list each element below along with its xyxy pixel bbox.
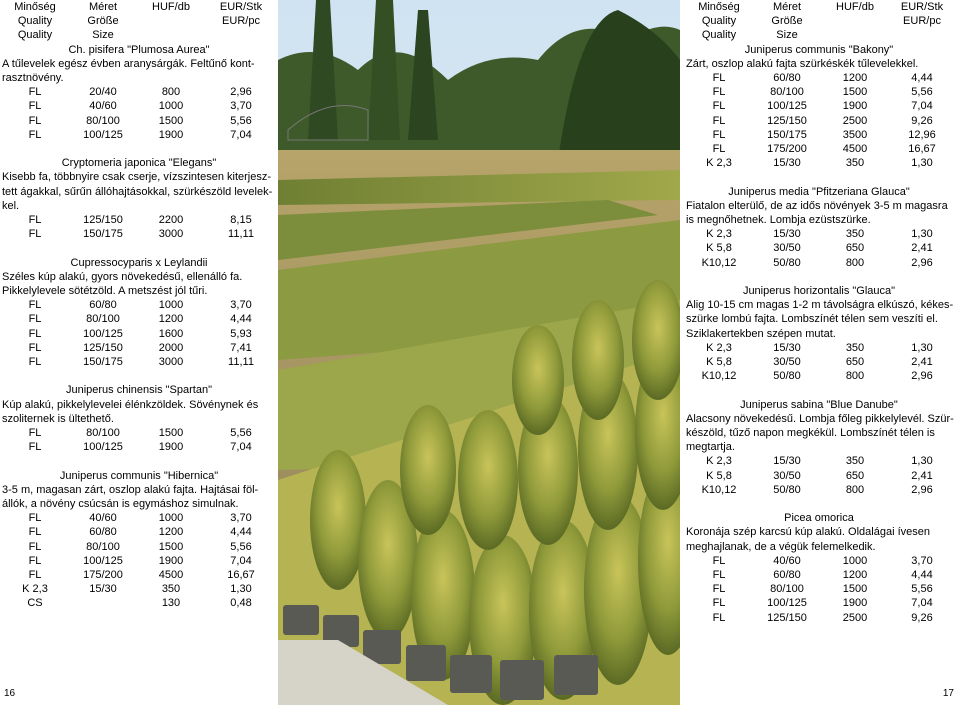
- price-cell: FL: [712, 86, 726, 99]
- page-number-right: 17: [942, 688, 954, 699]
- price-cell: 800: [845, 370, 865, 383]
- price-cell: 2500: [842, 611, 868, 624]
- price-cell: 12,96: [908, 128, 936, 141]
- price-cell: FL: [28, 526, 42, 539]
- price-cell: FL: [28, 128, 42, 141]
- price-cell: FL: [28, 569, 42, 582]
- price-cell: 1900: [158, 128, 184, 141]
- price-row: [0, 568, 278, 582]
- price-cell: K 2,3: [706, 341, 732, 354]
- product-description: Széles kúp alakú, gyors növekedésű, ellenálló fa.: [2, 270, 243, 283]
- price-cell: 20/40: [89, 86, 117, 99]
- price-cell: 1500: [842, 583, 868, 596]
- price-cell: 2,41: [911, 469, 933, 482]
- product-title: Juniperus horizontalis "Glauca": [742, 285, 896, 298]
- header-cell: [206, 28, 276, 42]
- price-cell: 9,26: [911, 611, 933, 624]
- price-row: [0, 298, 278, 312]
- price-cell: 800: [845, 256, 865, 269]
- price-cell: 7,41: [230, 341, 252, 354]
- price-cell: 7,04: [911, 597, 933, 610]
- price-cell: K10,12: [701, 256, 737, 269]
- price-cell: 2,96: [230, 86, 252, 99]
- price-cell: 5,56: [230, 114, 252, 127]
- price-cell: FL: [28, 341, 42, 354]
- price-cell: 4500: [158, 569, 184, 582]
- price-cell: 800: [161, 86, 181, 99]
- price-cell: FL: [28, 313, 42, 326]
- price-cell: 30/50: [773, 356, 801, 369]
- price-cell: 5,56: [911, 86, 933, 99]
- price-row: [0, 511, 278, 525]
- product-description: 3-5 m, magasan zárt, oszlop alakú fajta. Hajtásai föl-: [2, 483, 259, 496]
- price-cell: 80/100: [770, 583, 804, 596]
- price-cell: FL: [28, 214, 42, 227]
- price-row: [684, 99, 954, 113]
- product-section: [0, 256, 278, 370]
- price-cell: 650: [845, 356, 865, 369]
- price-row: [684, 454, 954, 468]
- price-row: [0, 85, 278, 99]
- price-cell: 30/50: [773, 242, 801, 255]
- header-cell: Quality: [701, 15, 737, 28]
- price-row: [0, 114, 278, 128]
- product-description: állók, a növény csúcsán is egymáshoz simulnak.: [2, 498, 239, 511]
- price-cell: [70, 596, 136, 610]
- header-cell: EUR/pc: [222, 15, 260, 28]
- price-cell: 1000: [158, 512, 184, 525]
- product-description: Fiatalon elterülő, de az idős növények 3-5 m magasra: [686, 199, 948, 212]
- product-description: tett ágakkal, sűrűn állóhajtásokkal, szürkészöld levelek-: [2, 185, 273, 198]
- price-cell: 60/80: [773, 72, 801, 85]
- product-section: [684, 43, 954, 171]
- price-row: [684, 341, 954, 355]
- right-column: [684, 0, 954, 625]
- price-cell: 1600: [158, 327, 184, 340]
- price-cell: 2,96: [911, 370, 933, 383]
- header-cell: Méret: [772, 1, 802, 13]
- price-cell: 15/30: [773, 228, 801, 241]
- header-cell: Quality: [17, 15, 53, 28]
- price-row: [684, 114, 954, 128]
- price-cell: 350: [845, 455, 865, 468]
- price-cell: 150/175: [83, 356, 123, 369]
- header-row: [684, 28, 954, 42]
- product-description: szoliternek is ültethető.: [2, 412, 114, 425]
- product-section: [684, 398, 954, 497]
- price-cell: 1,30: [911, 228, 933, 241]
- price-cell: 125/150: [83, 214, 123, 227]
- price-row: [0, 128, 278, 142]
- price-cell: 100/125: [83, 327, 123, 340]
- price-cell: 8,15: [230, 214, 252, 227]
- nursery-photo: [278, 0, 680, 705]
- price-cell: 2,96: [911, 256, 933, 269]
- price-cell: K10,12: [701, 483, 737, 496]
- price-cell: 1200: [158, 313, 184, 326]
- product-description: készöld, tűző napon megkékül. Lombszínét télen is: [686, 427, 935, 440]
- price-row: [684, 369, 954, 383]
- price-cell: 50/80: [773, 256, 801, 269]
- header-cell: [820, 14, 890, 28]
- price-cell: FL: [712, 128, 726, 141]
- price-cell: 80/100: [86, 114, 120, 127]
- price-cell: 350: [845, 228, 865, 241]
- price-cell: 3,70: [911, 554, 933, 567]
- price-cell: K10,12: [701, 370, 737, 383]
- product-description: Koronája szép karcsú kúp alakú. Oldalágai ívesen: [686, 526, 930, 539]
- price-cell: K 5,8: [706, 469, 732, 482]
- product-title: Juniperus media "Pfitzeriana Glauca": [728, 185, 910, 198]
- price-cell: FL: [712, 583, 726, 596]
- header-cell: HUF/db: [152, 1, 190, 13]
- price-cell: 30/50: [773, 469, 801, 482]
- header-cell: EUR/Stk: [219, 1, 263, 13]
- price-cell: 125/150: [767, 611, 807, 624]
- price-row: [684, 241, 954, 255]
- left-column: [0, 0, 278, 611]
- price-cell: 3,70: [230, 299, 252, 312]
- price-row: [0, 540, 278, 554]
- product-section: [684, 511, 954, 625]
- price-cell: 40/60: [773, 554, 801, 567]
- price-cell: 50/80: [773, 370, 801, 383]
- price-row: [684, 469, 954, 483]
- price-cell: 60/80: [89, 526, 117, 539]
- price-cell: FL: [712, 569, 726, 582]
- price-cell: FL: [28, 427, 42, 440]
- price-cell: 3000: [158, 356, 184, 369]
- price-cell: 3500: [842, 128, 868, 141]
- price-cell: 2,41: [911, 356, 933, 369]
- price-cell: 1900: [158, 554, 184, 567]
- product-section: [0, 469, 278, 611]
- price-row: [0, 440, 278, 454]
- price-cell: 11,11: [228, 228, 254, 241]
- price-cell: 130: [161, 597, 181, 610]
- price-cell: FL: [712, 554, 726, 567]
- nursery-photo-illustration: [278, 0, 680, 705]
- price-cell: K 2,3: [706, 228, 732, 241]
- price-cell: 2000: [158, 341, 184, 354]
- price-row: [0, 227, 278, 241]
- product-description: Zárt, oszlop alakú fajta szürkéskék tűlevelekkel.: [686, 57, 919, 70]
- price-cell: 650: [845, 242, 865, 255]
- price-cell: 5,93: [230, 327, 252, 340]
- header-cell: Méret: [88, 1, 118, 13]
- price-row: [0, 355, 278, 369]
- product-description: megtartja.: [686, 441, 735, 454]
- price-cell: 16,67: [908, 143, 936, 156]
- price-cell: 1500: [842, 86, 868, 99]
- price-cell: 1000: [158, 299, 184, 312]
- price-cell: 60/80: [89, 299, 117, 312]
- product-title: Picea omorica: [784, 512, 854, 525]
- price-cell: FL: [712, 72, 726, 85]
- product-section: [684, 284, 954, 383]
- header-row: [0, 28, 278, 42]
- price-cell: 350: [845, 157, 865, 170]
- product-title: Cupressocyparis x Leylandii: [70, 256, 208, 269]
- price-cell: FL: [28, 441, 42, 454]
- price-row: [0, 312, 278, 326]
- price-row: [684, 483, 954, 497]
- header-cell: Size: [92, 29, 114, 42]
- header-cell: HUF/db: [836, 1, 874, 13]
- price-cell: FL: [28, 100, 42, 113]
- header-cell: Size: [776, 29, 798, 42]
- header-cell: Minőség: [14, 1, 56, 13]
- price-cell: 1200: [842, 72, 868, 85]
- product-title: Ch. pisifera "Plumosa Aurea": [68, 43, 210, 56]
- price-cell: 16,67: [227, 569, 255, 582]
- price-cell: 1900: [158, 441, 184, 454]
- product-title: Cryptomeria japonica "Elegans": [61, 157, 217, 170]
- price-cell: 11,11: [228, 356, 254, 369]
- price-cell: 50/80: [773, 483, 801, 496]
- price-cell: 15/30: [89, 583, 117, 596]
- price-cell: 1500: [158, 114, 184, 127]
- price-cell: 800: [845, 483, 865, 496]
- price-row: [0, 426, 278, 440]
- product-description: Kisebb fa, többnyire csak cserje, vízszintesen kiterjesz-: [2, 171, 272, 184]
- price-row: [0, 596, 278, 610]
- header-cell: EUR/Stk: [900, 1, 944, 13]
- price-row: [684, 596, 954, 610]
- page-number-left: 16: [4, 688, 16, 699]
- price-row: [684, 156, 954, 170]
- price-row: [684, 355, 954, 369]
- price-cell: K 2,3: [706, 455, 732, 468]
- price-cell: 4,44: [911, 569, 933, 582]
- price-cell: 40/60: [89, 100, 117, 113]
- product-description: Alig 10-15 cm magas 1-2 m távolságra elkúszó, kékes-: [686, 299, 954, 312]
- header-cell: [136, 28, 206, 42]
- header-cell: Minőség: [698, 1, 740, 13]
- price-row: [0, 99, 278, 113]
- product-section: [684, 185, 954, 270]
- product-section: [0, 43, 278, 142]
- price-cell: 5,56: [230, 427, 252, 440]
- price-cell: 4,44: [911, 72, 933, 85]
- price-cell: FL: [28, 356, 42, 369]
- price-cell: 4,44: [230, 526, 252, 539]
- price-row: [684, 227, 954, 241]
- price-row: [0, 554, 278, 568]
- product-description: Pikkelylevele sötétzöld. A metszést jól tűri.: [2, 285, 208, 298]
- price-cell: 100/125: [767, 100, 807, 113]
- price-cell: 5,56: [911, 583, 933, 596]
- price-cell: 350: [161, 583, 181, 596]
- price-cell: 9,26: [911, 114, 933, 127]
- price-cell: 40/60: [89, 512, 117, 525]
- price-cell: 100/125: [767, 597, 807, 610]
- price-cell: 1000: [842, 554, 868, 567]
- product-description: kel.: [2, 199, 20, 212]
- price-cell: 2500: [842, 114, 868, 127]
- price-cell: 3,70: [230, 100, 252, 113]
- header-row: [0, 0, 278, 14]
- product-section: [0, 156, 278, 241]
- price-cell: 100/125: [83, 554, 123, 567]
- price-cell: FL: [28, 554, 42, 567]
- product-description: is megnőhetnek. Lombja ezüstszürke.: [686, 214, 871, 227]
- price-cell: 1500: [158, 427, 184, 440]
- price-cell: 3000: [158, 228, 184, 241]
- price-cell: 3,70: [230, 512, 252, 525]
- price-cell: K 5,8: [706, 242, 732, 255]
- price-cell: FL: [712, 597, 726, 610]
- price-row: [684, 611, 954, 625]
- product-description: Kúp alakú, pikkelylevelei élénkzöldek. Sövénynek és: [2, 398, 259, 411]
- price-cell: 1500: [158, 540, 184, 553]
- header-cell: [136, 14, 206, 28]
- price-row: [0, 525, 278, 539]
- price-row: [684, 128, 954, 142]
- header-cell: Größe: [771, 15, 803, 28]
- price-row: [0, 213, 278, 227]
- price-row: [0, 582, 278, 596]
- price-cell: 100/125: [83, 128, 123, 141]
- price-cell: K 2,3: [706, 157, 732, 170]
- product-title: Juniperus sabina "Blue Danube": [740, 398, 898, 411]
- price-cell: 15/30: [773, 341, 801, 354]
- price-row: [684, 256, 954, 270]
- product-description: szürke lombú fajta. Lombszínét télen sem veszíti el.: [686, 313, 938, 326]
- price-cell: 350: [845, 341, 865, 354]
- price-cell: 80/100: [86, 427, 120, 440]
- product-description: A tűlevelek egész évben aranysárgák. Feltűnő kont-: [2, 57, 255, 70]
- price-cell: 80/100: [770, 86, 804, 99]
- price-cell: FL: [28, 540, 42, 553]
- header-cell: Quality: [701, 29, 737, 42]
- price-cell: 80/100: [86, 540, 120, 553]
- price-cell: 125/150: [767, 114, 807, 127]
- price-cell: 1000: [158, 100, 184, 113]
- product-title: Juniperus communis "Hibernica": [59, 469, 219, 482]
- price-cell: FL: [712, 611, 726, 624]
- price-cell: FL: [712, 143, 726, 156]
- price-cell: CS: [27, 597, 43, 610]
- price-cell: 1200: [842, 569, 868, 582]
- price-cell: K 5,8: [706, 356, 732, 369]
- product-description: Alacsony növekedésű. Lombja főleg pikkelylevél. Szür-: [686, 412, 954, 425]
- price-cell: FL: [28, 114, 42, 127]
- price-cell: 4500: [842, 143, 868, 156]
- price-cell: FL: [28, 299, 42, 312]
- product-description: meghajlanak, de a végük felemelkedik.: [686, 540, 876, 553]
- price-row: [684, 554, 954, 568]
- price-cell: 7,04: [911, 100, 933, 113]
- product-title: Juniperus communis "Bakony": [744, 43, 894, 56]
- price-cell: FL: [28, 228, 42, 241]
- price-cell: 7,04: [230, 128, 252, 141]
- header-row: [0, 14, 278, 28]
- price-cell: 4,44: [230, 313, 252, 326]
- price-row: [684, 142, 954, 156]
- price-cell: FL: [712, 100, 726, 113]
- price-cell: 80/100: [86, 313, 120, 326]
- price-row: [0, 327, 278, 341]
- price-cell: K 2,3: [22, 583, 48, 596]
- price-cell: 1,30: [230, 583, 252, 596]
- price-row: [684, 71, 954, 85]
- price-cell: 100/125: [83, 441, 123, 454]
- price-cell: 125/150: [83, 341, 123, 354]
- price-cell: 7,04: [230, 554, 252, 567]
- header-cell: EUR/pc: [903, 15, 941, 28]
- price-row: [684, 85, 954, 99]
- header-row: [684, 0, 954, 14]
- price-cell: FL: [28, 512, 42, 525]
- product-title: Juniperus chinensis "Spartan": [65, 384, 212, 397]
- price-cell: 1,30: [911, 455, 933, 468]
- price-cell: 650: [845, 469, 865, 482]
- price-cell: 60/80: [773, 569, 801, 582]
- price-cell: 1900: [842, 597, 868, 610]
- price-cell: 5,56: [230, 540, 252, 553]
- price-cell: 7,04: [230, 441, 252, 454]
- price-cell: 2,41: [911, 242, 933, 255]
- price-cell: 1900: [842, 100, 868, 113]
- price-cell: 175/200: [767, 143, 807, 156]
- price-cell: 2,96: [911, 483, 933, 496]
- price-row: [684, 582, 954, 596]
- price-cell: 2200: [158, 214, 184, 227]
- price-cell: 150/175: [83, 228, 123, 241]
- header-cell: [890, 28, 954, 42]
- product-description: rasztnövény.: [2, 72, 64, 85]
- header-cell: Größe: [87, 15, 119, 28]
- price-cell: FL: [28, 327, 42, 340]
- header-row: [684, 14, 954, 28]
- header-cell: [820, 28, 890, 42]
- price-cell: 150/175: [767, 128, 807, 141]
- product-description: Sziklakertekben szépen mutat.: [686, 327, 836, 340]
- price-row: [0, 341, 278, 355]
- price-cell: FL: [28, 86, 42, 99]
- price-row: [684, 568, 954, 582]
- price-cell: 175/200: [83, 569, 123, 582]
- price-cell: 15/30: [773, 157, 801, 170]
- price-cell: 1200: [158, 526, 184, 539]
- price-cell: 1,30: [911, 341, 933, 354]
- product-section: [0, 383, 278, 454]
- price-cell: 1,30: [911, 157, 933, 170]
- price-cell: 0,48: [230, 597, 252, 610]
- price-cell: FL: [712, 114, 726, 127]
- price-cell: 15/30: [773, 455, 801, 468]
- header-cell: Quality: [17, 29, 53, 42]
